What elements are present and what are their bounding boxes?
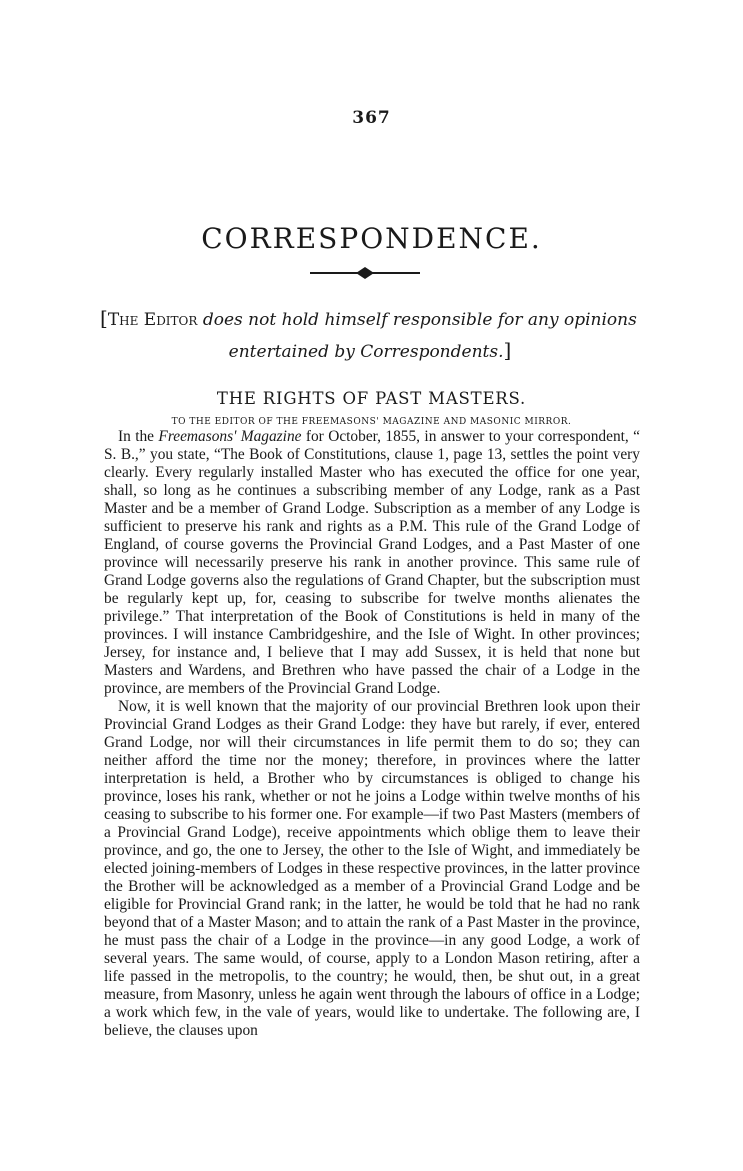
article-title: THE RIGHTS OF PAST MASTERS.	[216, 389, 527, 408]
paragraph-1: In the Freemasons' Magazine for October, 1855, in answer to your correspondent, “ S. B.,” you state, “The Book of Constitutions, clause 1, page 13, settles the point very clearly. Every regularly installed Master who has executed the office for one year, shall, so long as he continues a subscribing member of any Lodge, rank as a Past Master and be a member of Grand Lodge. Subscription as a member of any Lodge is sufficient to preserve his rank and rights as a P.M. This rule of the Grand Lodge of England, of course governs the Provincial Grand Lodges, and a Past Master of one province will necessarily preserve his rank in another province. This same rule of Grand Lodge governs also the regulations of Grand Chapter, but the subscription must be regularly kept up, for, ceasing to subscribe for twelve months alienates the privilege.” That interpretation of the Book of Constitutions is held in many of the provinces. I will instance Cambridgeshire, and the Isle of Wight. In other provinces; Jersey, for instance and, I believe that I may add Sussex, it is held that none but Masters and Wardens, and Brethren who have passed the chair of a Lodge in the province, are members of the Provincial Grand Lodge.	[104, 428, 640, 697]
editor-label: The Editor	[107, 310, 198, 330]
letter-address: TO THE EDITOR OF THE FREEMASONS' MAGAZINE AND MASONIC MIRROR.	[171, 417, 572, 427]
magazine-name: Freemasons' Magazine	[158, 428, 302, 445]
paragraph-2: Now, it is well known that the majority of our provincial Brethren look upon their Provincial Grand Lodges as their Grand Lodge: they have but rarely, if ever, entered Grand Lodge, nor will their circumstances in life permit them to do so; they can neither afford the time nor the money; therefore, in provinces where the latter interpretation is held, a Brother who by circumstances is obliged to change his province, loses his rank, whether or not he joins a Lodge within twelve months of his ceasing to subscribe to his former one. For example—if two Past Masters (members of a Provincial Grand Lodge), receive appointments which oblige them to leave their province, and go, the one to Jersey, the other to the Isle of Wight, and immediately be elected joining-members of Lodges in these respective provinces, in the latter province the Brother will be acknowledged as a member of a Provincial Grand Lodge and be eligible for Provincial Grand rank; in the latter, he would be told that he had no rank beyond that of a Master Mason; and to attain the rank of a Past Master in the province, he must pass the chair of a Lodge in the province—in any good Lodge, a work of several years. The same would, of course, apply to a London Mason retiring, after a life passed in the metropolis, to the country; he would, then, be shut out, in a great measure, from Masonry, unless he again went through the labours of office in a Lodge; a work which few, in the vale of years, would like to undertake. The following are, I believe, the clauses upon	[104, 698, 640, 1039]
ornament-rule	[310, 266, 420, 280]
editor-note	[100, 303, 660, 367]
section-title: CORRESPONDENCE.	[201, 222, 542, 255]
page-number: 367	[352, 108, 391, 128]
bracket-open: [	[100, 306, 108, 330]
bracket-close: ]	[503, 338, 512, 362]
article-body	[104, 428, 640, 1040]
editor-note-line1: does not hold himself responsible for any opinions	[197, 310, 637, 330]
editor-note-line2: entertained by Correspondents.	[228, 342, 504, 362]
